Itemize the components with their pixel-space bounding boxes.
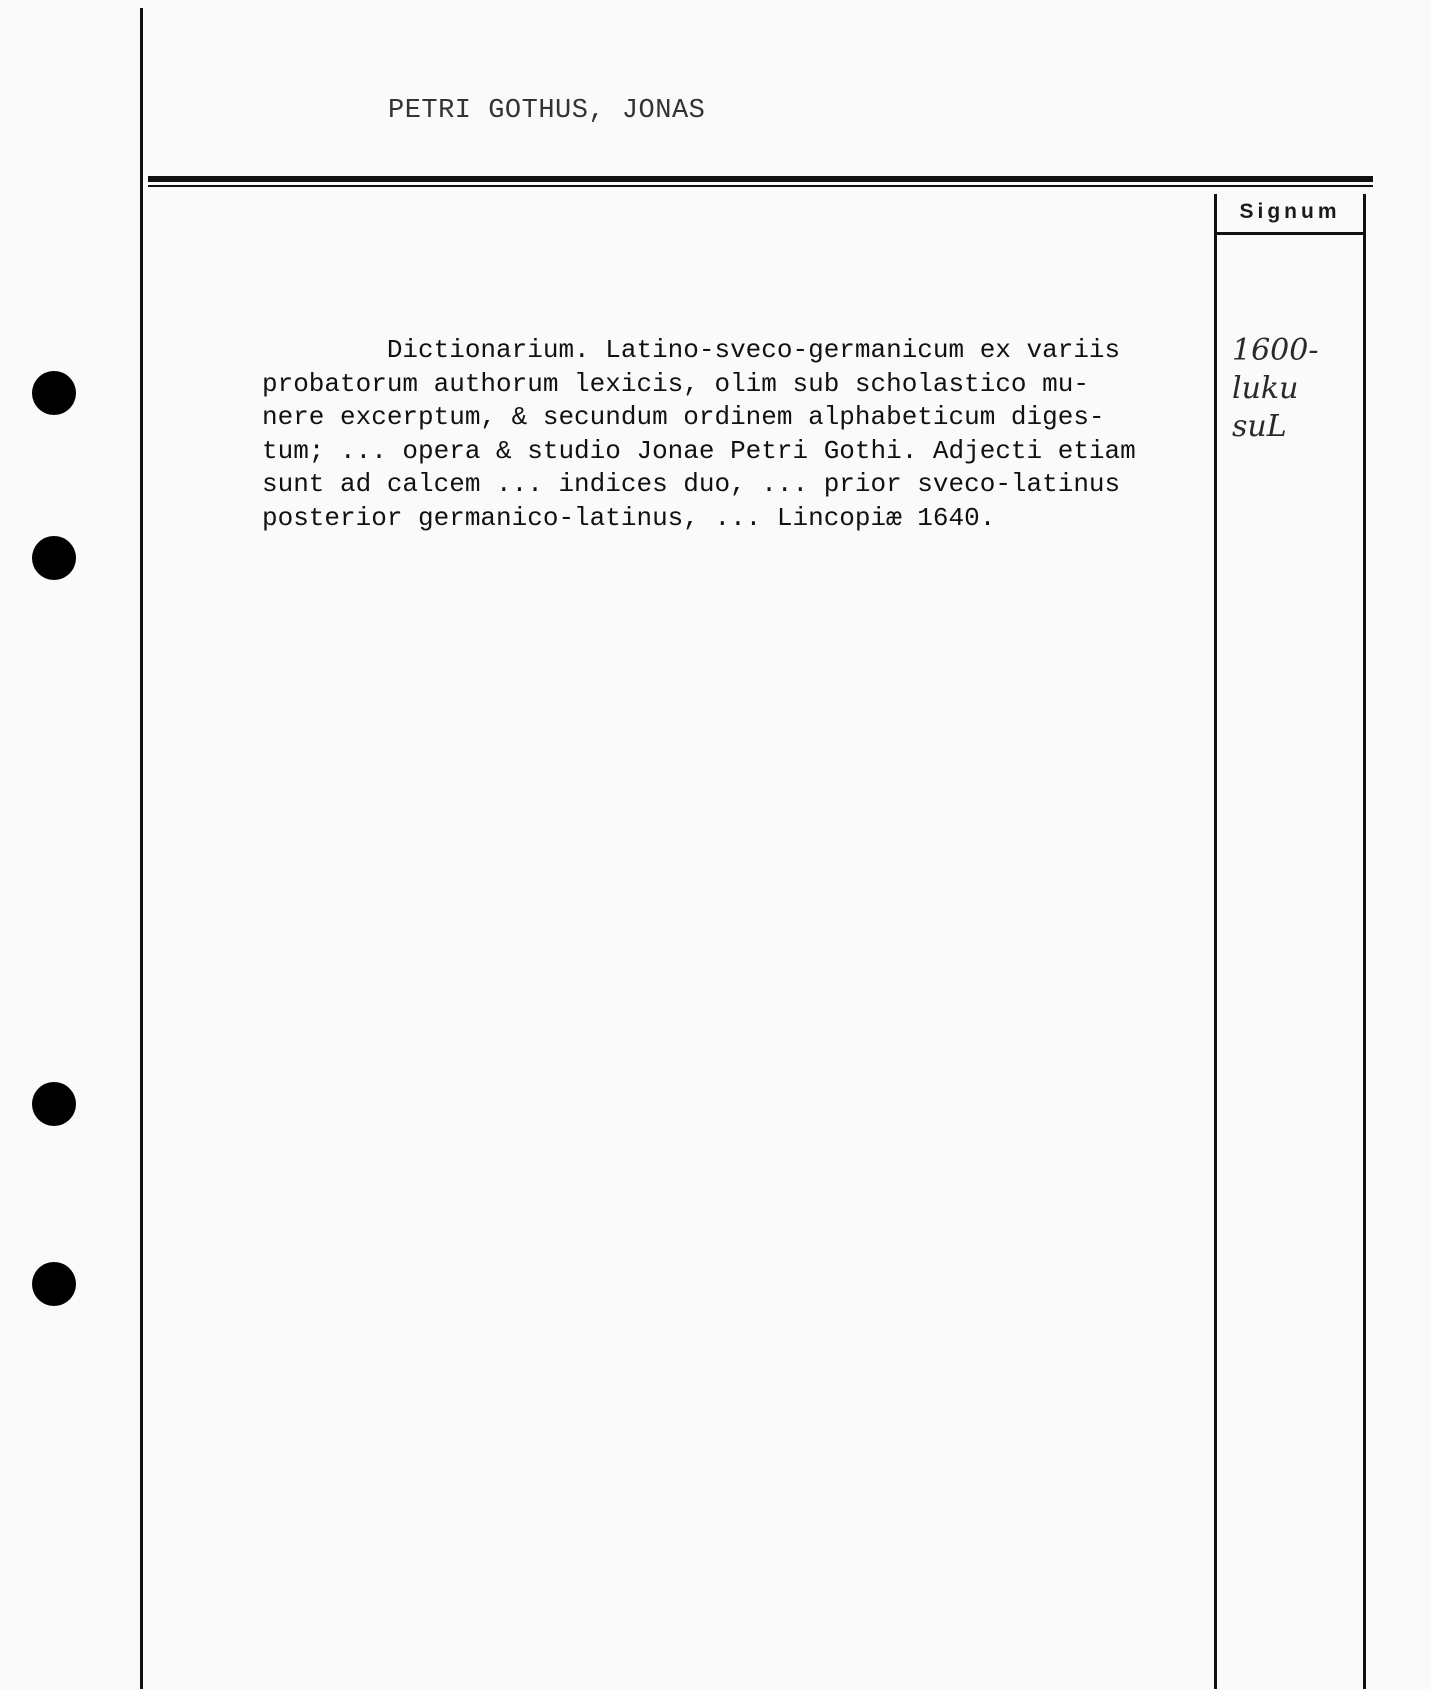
signum-handwritten-note bbox=[1232, 332, 1318, 446]
handwritten-line: luku bbox=[1232, 371, 1299, 406]
handwritten-line: 1600- bbox=[1232, 333, 1319, 368]
description-line: posterior germanico-latinus, ... Lincopiæ 1640. bbox=[262, 502, 996, 533]
header-rule-thin bbox=[148, 185, 1373, 187]
header-rule-thick bbox=[148, 176, 1373, 182]
left-margin-rule bbox=[140, 8, 143, 1689]
punch-hole bbox=[32, 371, 76, 415]
description-line: probatorum authorum lexicis, olim sub scholastico mu- bbox=[262, 368, 1089, 399]
signum-label: Signum bbox=[1217, 194, 1363, 235]
card-heading: PETRI GOTHUS, JONAS bbox=[388, 96, 706, 126]
punch-hole bbox=[32, 1262, 76, 1306]
punch-hole bbox=[32, 536, 76, 580]
description-line: tum; ... opera & studio Jonae Petri Gothi. Adjecti etiam bbox=[262, 435, 1136, 466]
description-line: nere excerptum, & secundum ordinem alphabeticum diges- bbox=[262, 402, 1105, 432]
description-line: sunt ad calcem ... indices duo, ... prior sveco-latinus bbox=[262, 469, 1121, 499]
handwritten-line: suL bbox=[1232, 409, 1287, 444]
punch-hole bbox=[32, 1082, 76, 1126]
bibliographic-description bbox=[262, 334, 1262, 535]
description-line: Dictionarium. Latino-sveco-germanicum ex variis bbox=[262, 335, 1121, 365]
